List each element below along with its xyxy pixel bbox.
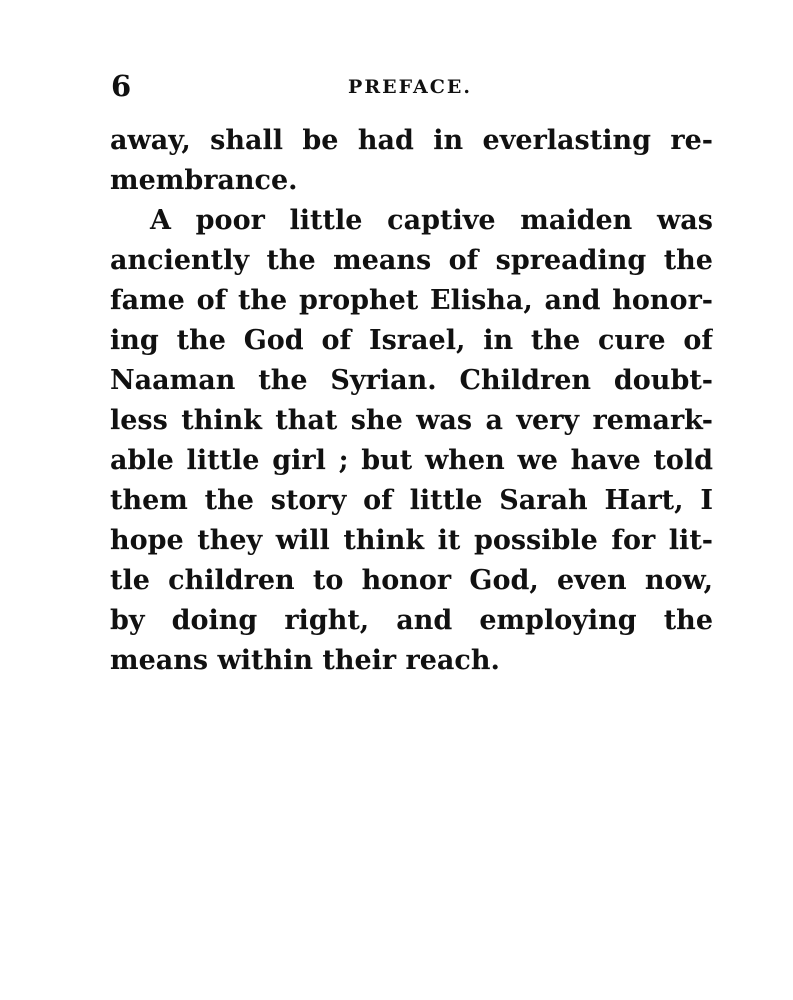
text-line: means within their reach. [110,645,500,676]
text-line: ing the God of Israel, in the cure of [110,325,713,356]
body-text [110,121,713,681]
text-line: hope they will think it possible for lit- [110,525,713,556]
paragraph-captive-maiden [110,201,713,681]
text-line: them the story of little Sarah Hart, I [110,485,713,516]
paragraph-continued [110,121,713,201]
page-number: 6 [111,69,132,103]
running-head: PREFACE. [348,76,472,98]
text-line: tle children to honor God, even now, [110,565,713,596]
text-line: away, shall be had in everlasting re- [110,125,713,156]
text-line: fame of the prophet Elisha, and honor- [110,285,713,316]
text-line: anciently the means of spreading the [110,245,713,276]
text-line: membrance. [110,165,298,196]
text-line: less think that she was a very remark- [110,405,713,436]
text-line: by doing right, and employing the [110,605,713,636]
text-line: A poor little captive maiden was [150,205,713,236]
text-line: Naaman the Syrian. Children doubt- [110,365,713,396]
text-line: able little girl ; but when we have told [110,445,713,476]
